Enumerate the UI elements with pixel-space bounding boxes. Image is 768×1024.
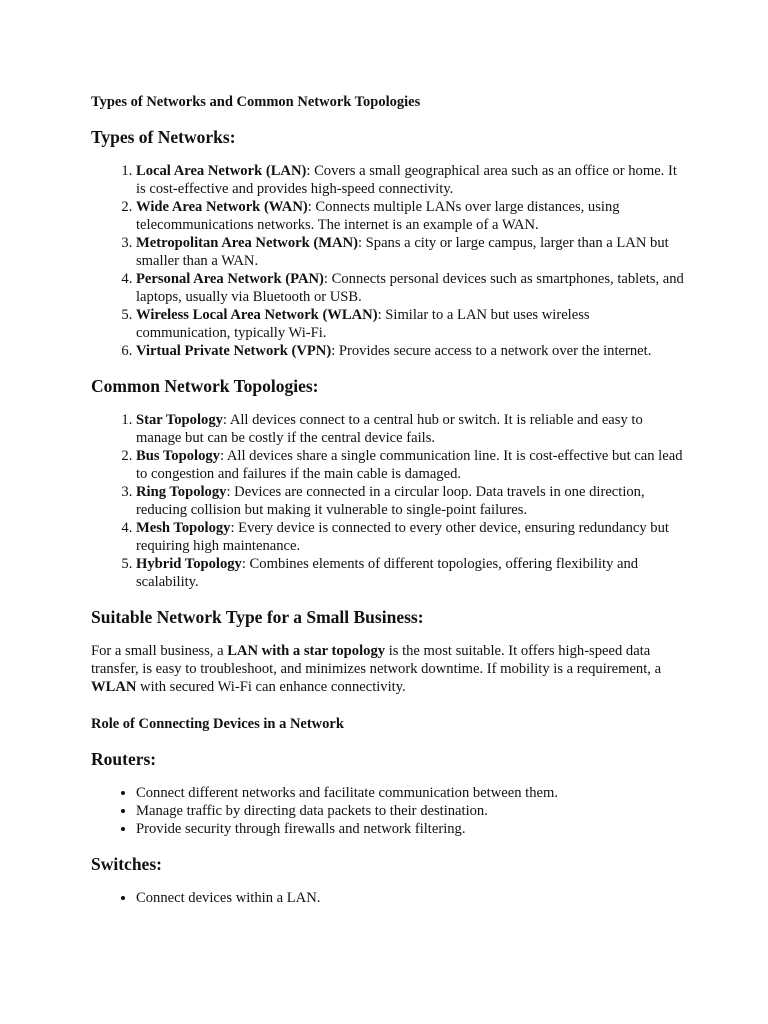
paragraph-emphasis: WLAN bbox=[91, 679, 137, 695]
document-title: Types of Networks and Common Network Topologies bbox=[91, 94, 421, 110]
list-item bbox=[136, 519, 686, 555]
list-item-term: Wireless Local Area Network (WLAN) bbox=[136, 307, 378, 323]
list-item bbox=[136, 162, 686, 198]
list-item bbox=[136, 270, 686, 306]
list-item bbox=[136, 342, 686, 360]
list-item bbox=[136, 306, 686, 342]
list-item-text: : Devices are connected in a circular loop. Data travels in one direction, reducing collision but making it vulnerable to single-point failures. bbox=[136, 484, 645, 518]
switches-list bbox=[91, 889, 686, 907]
list-item-text: : Connects multiple LANs over large distances, using telecommunications networks. The internet is an example of a WAN. bbox=[136, 199, 620, 233]
topologies-list bbox=[91, 411, 686, 591]
topologies-heading: Common Network Topologies: bbox=[91, 376, 319, 396]
list-item bbox=[136, 198, 686, 234]
small-business-heading: Suitable Network Type for a Small Business: bbox=[91, 607, 424, 627]
list-item-text: : Provides secure access to a network over the internet. bbox=[331, 343, 652, 359]
list-item: • Connect different networks and facilitate communication between them. bbox=[136, 784, 686, 802]
routers-list bbox=[91, 784, 686, 838]
list-item-term: Local Area Network (LAN) bbox=[136, 163, 307, 179]
list-item-text: : Covers a small geographical area such as an office or home. It is cost-effective and provides high-speed connectivity. bbox=[136, 163, 677, 197]
list-item-term: Bus Topology bbox=[136, 448, 220, 464]
list-item-term: Hybrid Topology bbox=[136, 556, 242, 572]
types-list bbox=[91, 162, 686, 360]
list-item-term: Star Topology bbox=[136, 412, 223, 428]
list-item bbox=[136, 555, 686, 591]
list-item: • Manage traffic by directing data packets to their destination. bbox=[136, 802, 686, 820]
list-item-term: Ring Topology bbox=[136, 484, 227, 500]
list-item bbox=[136, 483, 686, 519]
list-item-term: Metropolitan Area Network (MAN) bbox=[136, 235, 358, 251]
paragraph-text: is the most suitable. It offers high-speed data transfer, is easy to troubleshoot, and minimizes network downtime. If mobility is a requirement, a bbox=[91, 643, 662, 677]
list-item bbox=[136, 447, 686, 483]
list-item-term: Personal Area Network (PAN) bbox=[136, 271, 324, 287]
list-item-text: : All devices connect to a central hub or switch. It is reliable and easy to manage but can be costly if the central device fails. bbox=[136, 412, 643, 446]
paragraph-text: with secured Wi-Fi can enhance connectivity. bbox=[136, 679, 406, 695]
list-item-text: : Combines elements of different topologies, offering flexibility and scalability. bbox=[136, 556, 639, 590]
list-item-text: : Spans a city or large campus, larger than a LAN but smaller than a WAN. bbox=[136, 235, 669, 269]
connecting-devices-title: Role of Connecting Devices in a Network bbox=[91, 716, 344, 732]
list-item bbox=[136, 411, 686, 447]
document-body bbox=[91, 92, 686, 907]
list-item-term: Mesh Topology bbox=[136, 520, 231, 536]
list-item: • Provide security through firewalls and network filtering. bbox=[136, 820, 686, 838]
list-item: • Connect devices within a LAN. bbox=[136, 889, 686, 907]
switches-heading: Switches: bbox=[91, 854, 162, 874]
list-item-text: : Every device is connected to every other device, ensuring redundancy but requiring high maintenance. bbox=[136, 520, 669, 554]
list-item-term: Virtual Private Network (VPN) bbox=[136, 343, 332, 359]
list-item-text: : All devices share a single communication line. It is cost-effective but can lead to congestion and failures if the main cable is damaged. bbox=[136, 448, 683, 482]
list-item-text: : Similar to a LAN but uses wireless communication, typically Wi-Fi. bbox=[136, 307, 590, 341]
routers-heading: Routers: bbox=[91, 749, 157, 769]
paragraph-emphasis: LAN with a star topology bbox=[227, 643, 386, 659]
list-item-term: Wide Area Network (WAN) bbox=[136, 199, 308, 215]
small-business-paragraph bbox=[91, 642, 686, 696]
list-item-text: : Connects personal devices such as smartphones, tablets, and laptops, usually via Bluetooth or USB. bbox=[136, 271, 684, 305]
paragraph-text: For a small business, a bbox=[91, 643, 228, 659]
types-heading: Types of Networks: bbox=[91, 127, 236, 147]
list-item bbox=[136, 234, 686, 270]
